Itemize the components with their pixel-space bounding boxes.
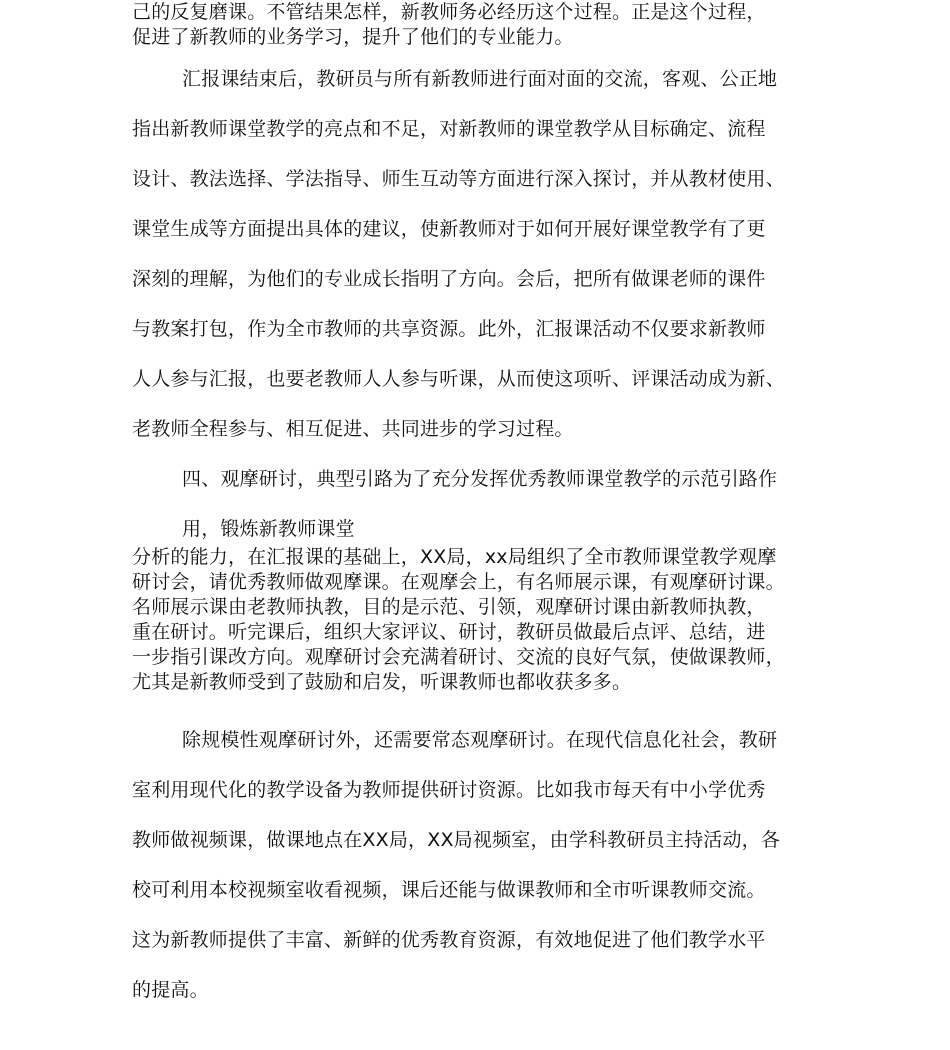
text-line: 深刻的理解，为他们的专业成长指明了方向。会后，把所有做课老师的课件 (132, 268, 766, 290)
text-line: 指出新教师课堂教学的亮点和不足，对新教师的课堂教学从目标确定、流程 (132, 118, 766, 140)
text-line: 用，锻炼新教师课堂 (182, 518, 355, 540)
text-line: 教师做视频课，做课地点在XX局，XX局视频室，由学科教研员主持活动，各 (132, 829, 781, 851)
text-line: 的提高。 (132, 979, 209, 1001)
text-line: 课堂生成等方面提出具体的建议，使新教师对于如何开展好课堂教学有了更 (132, 218, 766, 240)
text-line: 名师展示课由老教师执教，目的是示范、引领，观摩研讨课由新教师执教， (132, 596, 766, 618)
text-line: 尤其是新教师受到了鼓励和启发，听课教师也都收获多多。 (132, 671, 632, 693)
text-line: 分析的能力，在汇报课的基础上，XX局，xx局组织了全市教师课堂教学观摩 (132, 546, 777, 568)
paragraph-report-class-feedback (132, 54, 832, 454)
paragraph-observation-seminar (132, 545, 832, 695)
section-heading-observation-seminar (132, 454, 832, 554)
text-line: 促进了新教师的业务学习，提升了他们的专业能力。 (132, 26, 574, 48)
text-line: 设计、教法选择、学法指导、师生互动等方面进行深入探讨，并从教材使用、 (132, 168, 785, 190)
text-line: 除规模性观摩研讨外，还需要常态观摩研讨。在现代信息化社会，教研 (182, 729, 778, 751)
paragraph-routine-seminar (132, 715, 832, 1015)
text-line: 人人参与汇报，也要老教师人人参与听课，从而使这项听、评课活动成为新、 (132, 368, 785, 390)
text-line: 研讨会，请优秀教师做观摩课。在观摩会上，有名师展示课，有观摩研讨课。 (132, 571, 785, 593)
text-line: 一步指引课改方向。观摩研讨会充满着研讨、交流的良好气氛，使做课教师， (132, 646, 785, 668)
paragraph-practice-conclusion (132, 0, 832, 50)
text-line: 四、观摩研讨，典型引路为了充分发挥优秀教师课堂教学的示范引路作 (182, 468, 778, 490)
text-line: 汇报课结束后，教研员与所有新教师进行面对面的交流，客观、公正地 (182, 68, 778, 90)
text-line: 室利用现代化的教学设备为教师提供研讨资源。比如我市每天有中小学优秀 (132, 779, 766, 801)
text-line: 己的反复磨课。不管结果怎样，新教师务必经历这个过程。正是这个过程， (132, 1, 766, 23)
text-line: 这为新教师提供了丰富、新鲜的优秀教育资源，有效地促进了他们教学水平 (132, 929, 766, 951)
text-line: 校可利用本校视频室收看视频，课后还能与做课教师和全市听课教师交流。 (132, 879, 766, 901)
text-line: 与教案打包，作为全市教师的共享资源。此外，汇报课活动不仅要求新教师 (132, 318, 766, 340)
text-line: 重在研讨。听完课后，组织大家评议、研讨，教研员做最后点评、总结，进 (132, 621, 766, 643)
text-line: 老教师全程参与、相互促进、共同进步的学习过程。 (132, 418, 574, 440)
